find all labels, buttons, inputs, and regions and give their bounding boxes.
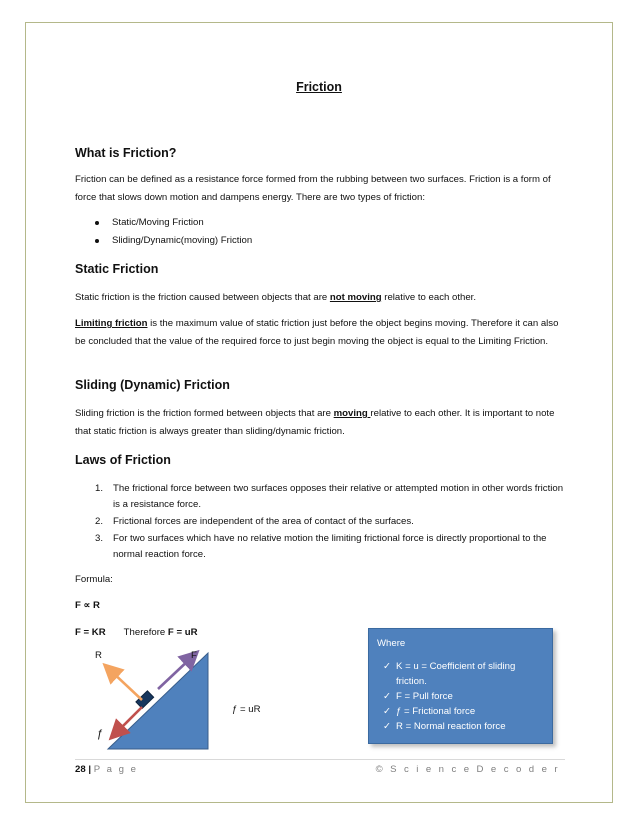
list-item (95, 481, 565, 513)
list-number: 3. (95, 533, 104, 544)
footer-page-number (75, 764, 138, 775)
ramp-shape (108, 653, 208, 749)
paragraph-static-friction (75, 289, 570, 307)
text-run: Static friction is the friction caused between objects that are (75, 292, 330, 303)
label-r: R (95, 650, 102, 661)
heading-what-is-friction: What is Friction? (75, 146, 177, 160)
list-item: Static/Moving Friction (95, 214, 252, 232)
label-f: F (191, 650, 197, 661)
block-shape (136, 691, 154, 709)
paragraph-friction-definition: Friction can be defined as a resistance force formed from the rubbing between two surfaces. Friction is a form of force that slows down motion and dampens energy. There are two types of friction: (75, 174, 551, 203)
page-title: Friction (296, 80, 342, 94)
formula-proportional: F ∝ R (75, 600, 100, 611)
list-item (383, 704, 548, 719)
list-item: Sliding/Dynamic(moving) Friction (95, 232, 252, 250)
heading-laws-of-friction: Laws of Friction (75, 453, 171, 467)
list-text: R = Normal reaction force (396, 721, 506, 732)
normal-force-arrow (110, 670, 142, 700)
friction-equation: ƒ = uR (232, 704, 261, 715)
check-icon: ✓ (383, 691, 392, 702)
page-number: 28 (75, 764, 86, 775)
footer-copyright: © S c i e n c e D e c o d e r (375, 764, 560, 775)
text-run: is the maximum value of static friction just before the object begins moving. Therefore it can also be concluded that the value of the required force to just begin moving the object is equal to the Limiting Friction. (75, 318, 559, 347)
list-text: For two surfaces which have no relative motion the limiting frictional force is directly proportional to the normal reaction force. (113, 533, 547, 560)
formula-equation (75, 627, 198, 638)
check-icon: ✓ (383, 661, 392, 672)
text-run: Sliding friction is the friction formed between objects that are (75, 408, 334, 419)
list-text: K = u = Coefficient of sliding friction. (396, 661, 516, 687)
list-number: 1. (95, 483, 104, 494)
heading-static-friction: Static Friction (75, 262, 159, 276)
where-legend-box (368, 628, 553, 744)
paragraph-limiting-friction (75, 315, 570, 351)
laws-list (95, 481, 565, 563)
list-text: The frictional force between two surfaces opposes their relative or attempted motion in other words friction is a resistance force. (113, 483, 564, 510)
heading-sliding-friction: Sliding (Dynamic) Friction (75, 378, 230, 392)
friction-types-list (95, 214, 252, 250)
footer-separator: | (85, 764, 94, 775)
inclined-plane-diagram (80, 645, 240, 755)
emphasis-not-moving: not moving (329, 292, 382, 303)
check-icon: ✓ (383, 721, 392, 732)
list-item (383, 659, 548, 689)
paragraph-sliding-friction (75, 405, 570, 441)
list-item (383, 719, 548, 734)
where-title: Where (377, 638, 406, 649)
text-run: relative to each other. It is important to note that static friction is always greater than sliding/dynamic friction. (75, 408, 555, 437)
text-run: Therefore (123, 627, 168, 638)
where-list (383, 659, 548, 734)
label-small-f: ƒ (97, 728, 104, 740)
formula-f-ur: F = uR (167, 627, 198, 638)
emphasis-moving: moving (333, 408, 371, 419)
formula-f-kr: F = KR (75, 627, 106, 638)
list-text: F = Pull force (396, 691, 453, 702)
page-word: P a g e (93, 764, 138, 775)
list-item (95, 531, 565, 563)
list-text: ƒ = Frictional force (396, 706, 476, 717)
list-item (383, 689, 548, 704)
list-text: Frictional forces are independent of the area of contact of the surfaces. (113, 516, 414, 527)
footer-divider (75, 759, 565, 760)
check-icon: ✓ (383, 706, 392, 717)
list-number: 2. (95, 516, 104, 527)
formula-label: Formula: (75, 574, 113, 585)
list-item (95, 514, 565, 530)
term-limiting-friction: Limiting friction (75, 318, 148, 329)
text-run: relative to each other. (381, 292, 477, 303)
